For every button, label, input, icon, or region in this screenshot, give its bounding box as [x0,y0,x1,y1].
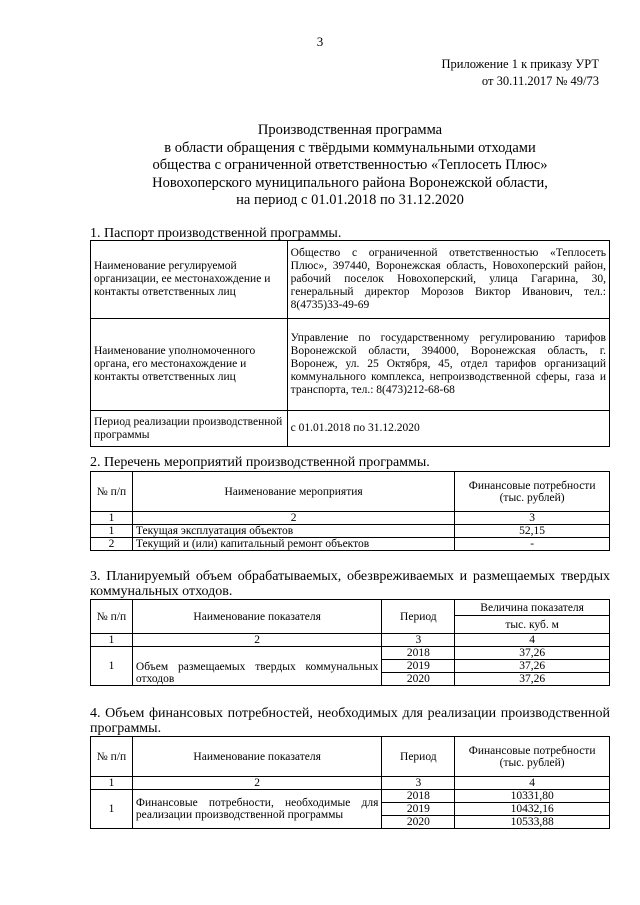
row-num: 1 [91,790,133,829]
title-line-3: общества с ограниченной ответственностью «Теплосеть Плюс» [152,157,548,173]
title-line-5: на период с 01.01.2018 по 31.12.2020 [236,192,464,208]
row-name: Объем размещаемых твердых коммунальных отходов [132,647,381,686]
col-number: 2 [132,777,381,790]
header-finance: Финансовые потребности (тыс. рублей) [455,737,610,777]
col-number: 2 [132,512,454,525]
table-row [91,525,610,538]
header-unit: тыс. куб. м [455,616,610,634]
finance-table [90,736,610,829]
measures-table [90,471,610,551]
column-number-row [91,512,610,525]
row-value: 52,15 [455,525,610,538]
col-number: 3 [455,512,610,525]
col-number: 4 [455,634,610,647]
section2-heading: 2. Перечень мероприятий производственной программы. [90,455,430,470]
col-number: 2 [132,634,381,647]
header-num: № п/п [91,600,133,634]
table-header-row [91,472,610,512]
appendix-line-1: Приложение 1 к приказу УРТ [441,57,599,71]
header-finance: Финансовые потребности (тыс. рублей) [455,472,610,512]
row-name: Текущий и (или) капитальный ремонт объектов [132,538,454,551]
table-header-row [91,737,610,777]
table-header-row [91,600,610,616]
col-number: 4 [455,777,610,790]
row-value: 10331,80 [455,790,610,803]
column-number-row [91,634,610,647]
section3-heading: 3. Планируемый объем обрабатываемых, обезвреживаемых и размещаемых твердых коммунальных отходов. [90,569,610,599]
row-period: 2018 [382,790,455,803]
row-period: 2020 [382,816,455,829]
document-title [90,122,610,210]
header-value: Величина показателя [455,600,610,616]
passport-value: с 01.01.2018 по 31.12.2020 [287,411,609,447]
col-number: 1 [91,512,133,525]
appendix-line-2: от 30.11.2017 № 49/73 [481,74,599,88]
header-num: № п/п [91,472,133,512]
title-line-4: Новохоперского муниципального района Воронежской области, [152,174,548,191]
title-line-2: в области обращения с твёрдыми коммунальными отходами [164,139,536,156]
page-number: 3 [316,34,324,49]
row-name: Финансовые потребности, необходимые для реализации производственной программы [132,790,381,829]
col-number: 1 [91,634,133,647]
table-row [91,790,610,803]
row-num: 2 [91,538,133,551]
passport-label: Наименование регулируемой организации, ее местонахождение и контакты ответственных лиц [91,241,288,319]
table-row [91,241,610,319]
header-name: Наименование мероприятия [132,472,454,512]
table-row [91,647,610,660]
passport-value: Управление по государственному регулированию тарифов Воронежской области, 394000, Воронежская область, г. Воронеж, ул. 25 Октября, 45, отдел тарифов организаций коммунального комплекса, непроизводственной сферы, газа и транспорта, тел.: 8(473)212-68-68 [287,319,609,411]
header-num: № п/п [91,737,133,777]
section1-heading: 1. Паспорт производственной программы. [90,226,342,241]
passport-label: Наименование уполномоченного органа, его местонахождение и контакты ответственных лиц [91,319,288,411]
header-period: Период [382,737,455,777]
title-line-1: Производственная программа [257,122,443,138]
row-value: 37,26 [455,673,610,686]
row-period: 2019 [382,803,455,816]
header-period: Период [382,600,455,634]
row-value: 37,26 [455,660,610,673]
row-value: - [455,538,610,551]
row-value: 10432,16 [455,803,610,816]
table-row [91,411,610,447]
column-number-row [91,777,610,790]
table-row [91,538,610,551]
passport-label: Период реализации производственной программы [91,411,288,447]
section4-heading: 4. Объем финансовых потребностей, необходимых для реализации производственной программы. [90,706,610,736]
row-period: 2019 [382,660,455,673]
row-period: 2020 [382,673,455,686]
passport-value: Общество с ограниченной ответственностью «Теплосеть Плюс», 397440, Воронежская область, Новохоперский район, рабочий поселок Новохоперский, улица Гагарина, 30, генеральный директор Морозов Виктор Иванович, тел.: 8(4735)33-49-69 [287,241,609,319]
header-name: Наименование показателя [132,600,381,634]
header-name: Наименование показателя [132,737,381,777]
row-period: 2018 [382,647,455,660]
row-num: 1 [91,525,133,538]
volume-table [90,599,610,686]
row-name: Текущая эксплуатация объектов [132,525,454,538]
row-num: 1 [91,647,133,686]
col-number: 3 [382,634,455,647]
passport-table [90,240,610,447]
row-value: 37,26 [455,647,610,660]
col-number: 3 [382,777,455,790]
table-row [91,319,610,411]
col-number: 1 [91,777,133,790]
row-value: 10533,88 [455,816,610,829]
